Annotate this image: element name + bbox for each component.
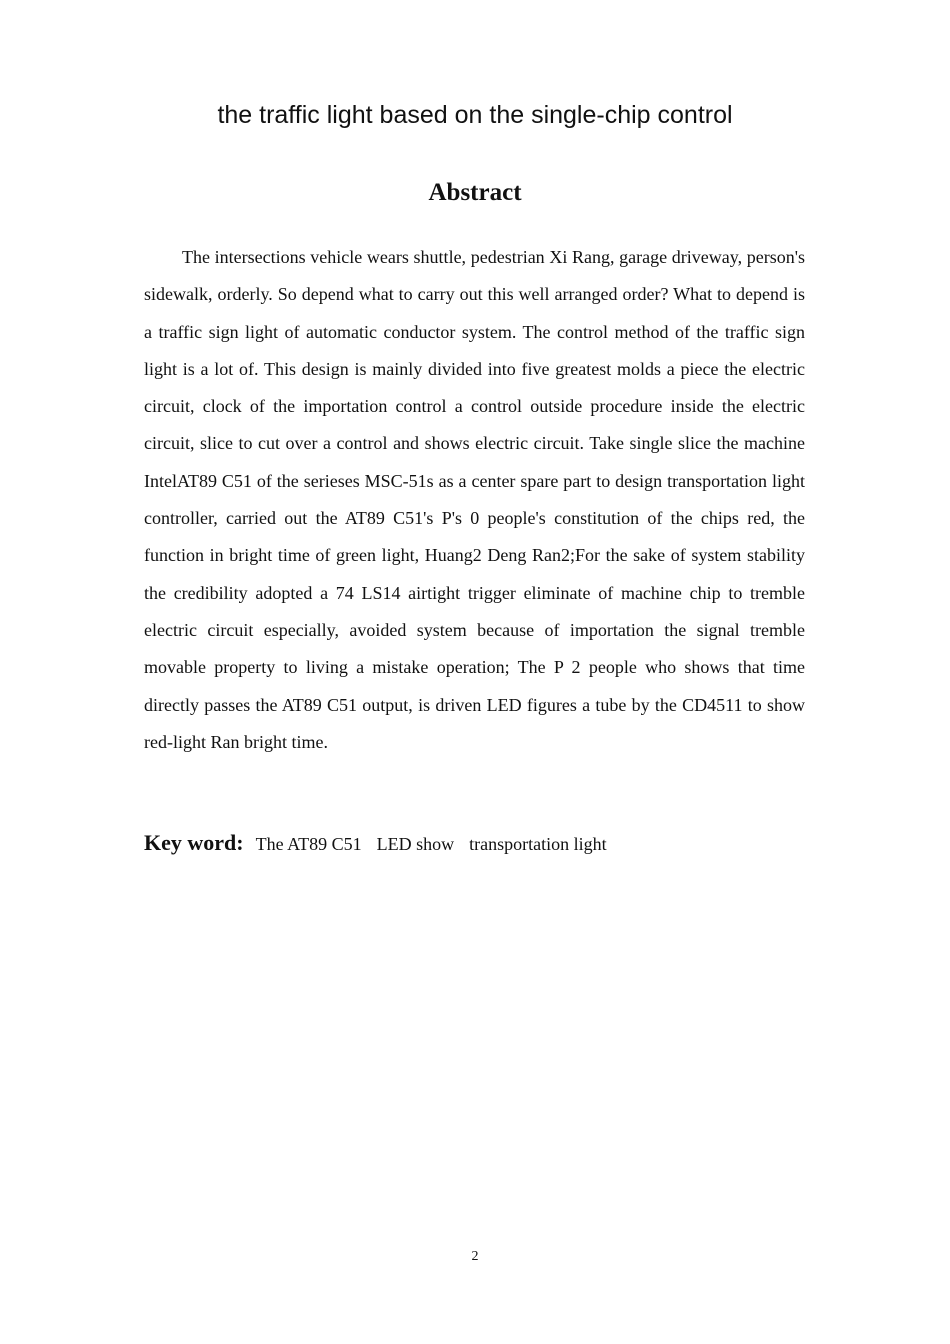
abstract-heading: Abstract bbox=[428, 179, 522, 206]
keywords-label: Key word: bbox=[144, 830, 244, 855]
page-title: the traffic light based on the single-chip control bbox=[217, 101, 733, 129]
keyword-transportation-light: transportation light bbox=[469, 834, 607, 854]
keywords-line bbox=[144, 824, 805, 863]
abstract-body: The intersections vehicle wears shuttle, pedestrian Xi Rang, garage driveway, person's sidewalk, orderly. So depend what to carry out this well arranged order? What to depend is a traffic sign light of automatic conductor system. The control method of the traffic sign light is a lot of. This design is mainly divided into five greatest molds a piece the electric circuit, clock of the importation control a control outside procedure inside the electric circuit, slice to cut over a control and shows electric circuit. Take single slice the machine IntelAT89 C51 of the serieses MSC-51s as a center spare part to design transportation light controller, carried out the AT89 C51's P's 0 people's constitution of the chips red, the function in bright time of green light, Huang2 Deng Ran2;For the sake of system stability the credibility adopted a 74 LS14 airtight trigger eliminate of machine chip to tremble electric circuit especially, avoided system because of importation the signal tremble movable property to living a mistake operation; The P 2 people who shows that time directly passes the AT89 C51 output, is driven LED figures a tube by the CD4511 to show red-light Ran bright time. bbox=[144, 247, 805, 752]
keyword-at89c51: The AT89 C51 bbox=[255, 834, 362, 854]
keyword-led-show: LED show bbox=[376, 834, 455, 854]
page-number: 2 bbox=[471, 1249, 479, 1264]
